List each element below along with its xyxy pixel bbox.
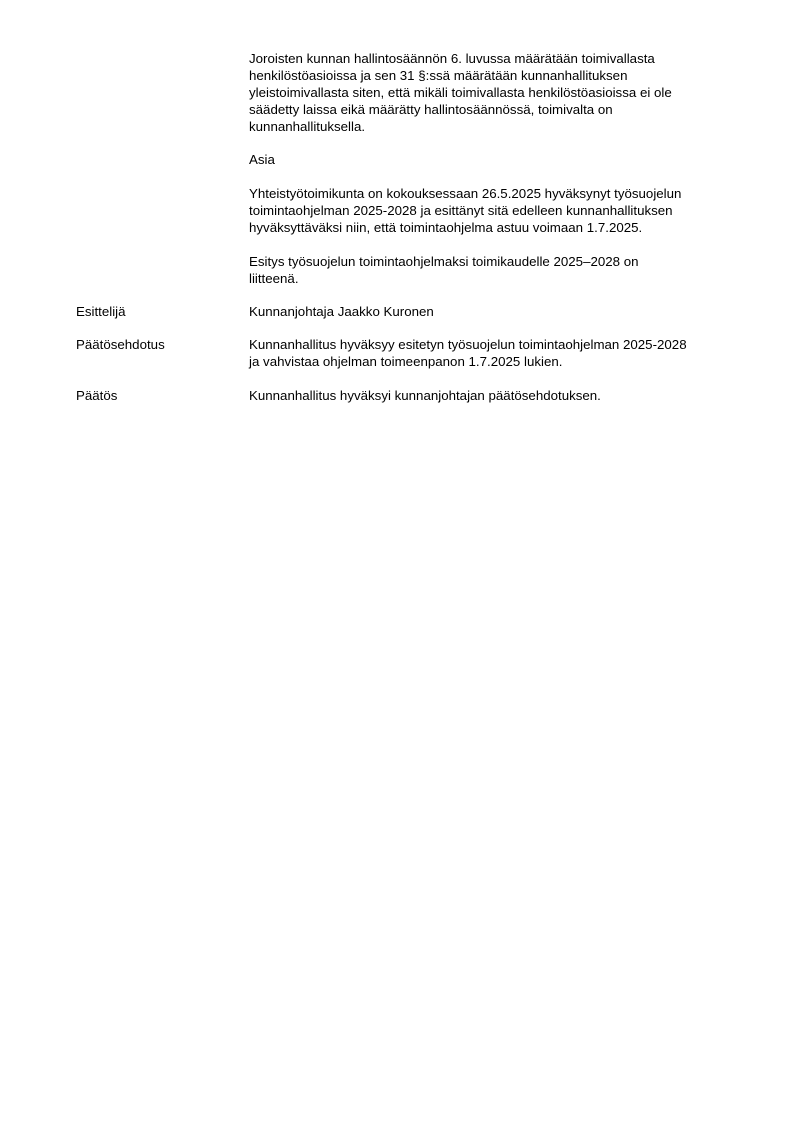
intro-line: yleistoimivallasta siten, että mikäli toimivallasta henkilöstöasioissa ei ole xyxy=(249,85,672,100)
proposal-text xyxy=(249,336,739,370)
subject-line: hyväksyttäväksi niin, että toimintaohjelma astuu voimaan 1.7.2025. xyxy=(249,220,643,235)
decision-label: Päätös xyxy=(76,388,118,403)
intro-line: henkilöstöasioissa ja sen 31 §:ssä määrätään kunnanhallituksen xyxy=(249,68,628,83)
attachment-line: liitteenä. xyxy=(249,271,299,286)
presenter-label: Esittelijä xyxy=(76,304,126,319)
proposal-line: Kunnanhallitus hyväksyy esitetyn työsuojelun toimintaohjelman 2025-2028 xyxy=(249,337,687,352)
subject-paragraph xyxy=(249,185,739,236)
proposal-label: Päätösehdotus xyxy=(76,337,165,352)
intro-line: Joroisten kunnan hallintosäännön 6. luvussa määrätään toimivallasta xyxy=(249,51,655,66)
presenter-value: Kunnanjohtaja Jaakko Kuronen xyxy=(249,304,434,319)
subject-line: toimintaohjelman 2025-2028 ja esittänyt sitä edelleen kunnanhallituksen xyxy=(249,203,673,218)
proposal-line: ja vahvistaa ohjelman toimeenpanon 1.7.2025 lukien. xyxy=(249,354,563,369)
intro-line: säädetty laissa eikä määrätty hallintosäännössä, toimivalta on xyxy=(249,102,613,117)
subject-line: Yhteistyötoimikunta on kokouksessaan 26.5.2025 hyväksynyt työsuojelun xyxy=(249,186,682,201)
intro-line: kunnanhallituksella. xyxy=(249,119,366,134)
attachment-paragraph xyxy=(249,253,739,287)
decision-text: Kunnanhallitus hyväksyi kunnanjohtajan päätösehdotuksen. xyxy=(249,388,601,403)
subject-heading: Asia xyxy=(249,152,275,167)
intro-paragraph xyxy=(249,50,739,135)
attachment-line: Esitys työsuojelun toimintaohjelmaksi toimikaudelle 2025–2028 on xyxy=(249,254,639,269)
